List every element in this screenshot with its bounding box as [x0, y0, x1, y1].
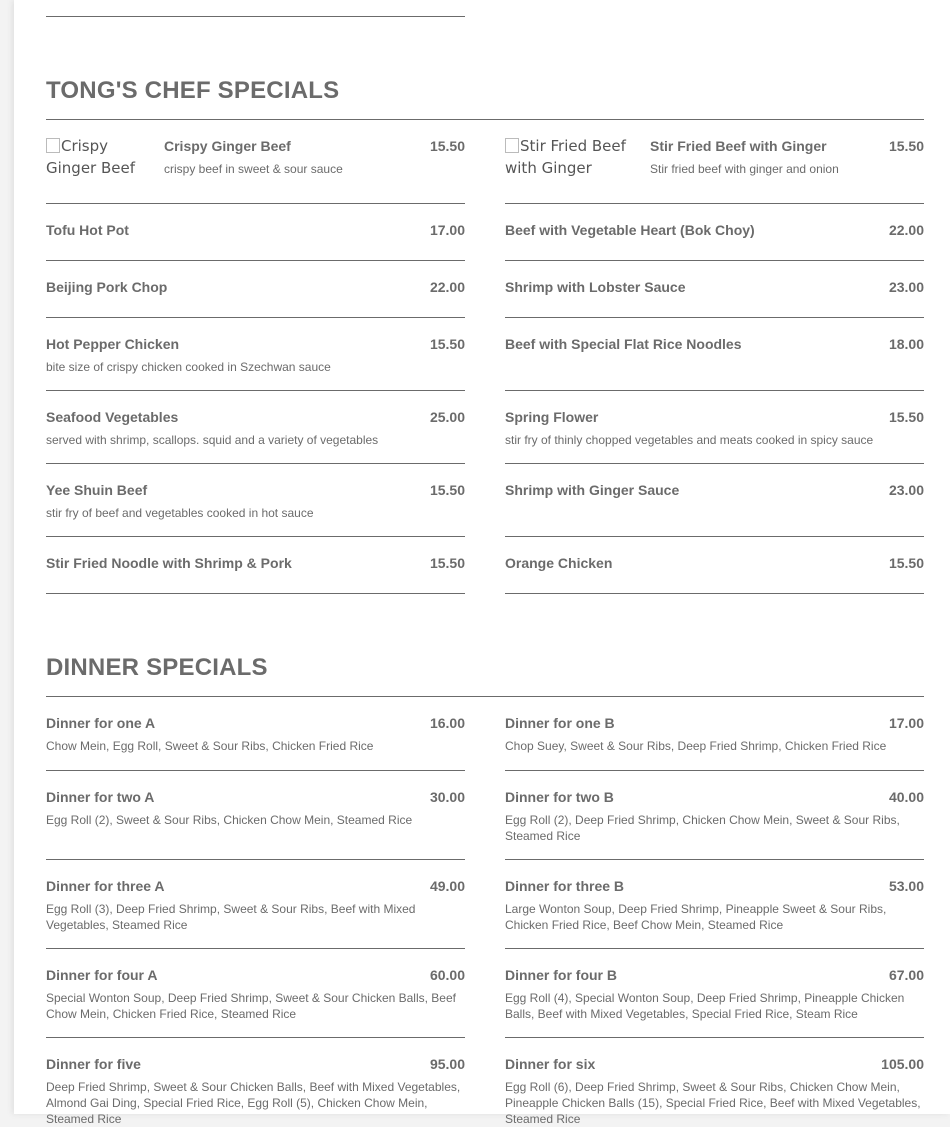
- item-name: Dinner for three A: [46, 878, 165, 894]
- item-price: 105.00: [881, 1056, 924, 1072]
- item-name: Dinner for four B: [505, 967, 617, 983]
- divider: [46, 16, 465, 17]
- item-name: Dinner for two B: [505, 789, 614, 805]
- item-description: crispy beef in sweet & sour sauce: [164, 162, 343, 176]
- item-name: Beef with Special Flat Rice Noodles: [505, 336, 742, 352]
- item-description: stir fry of thinly chopped vegetables and meats cooked in spicy sauce: [505, 433, 874, 447]
- item-description: Egg Roll (3), Deep Fried Shrimp, Sweet & Sour Ribs, Beef with Mixed Vegetables, Steamed Rice: [46, 902, 416, 932]
- item-price: 22.00: [888, 222, 924, 238]
- menu-item[interactable]: [46, 120, 465, 204]
- menu-item[interactable]: [46, 949, 465, 1038]
- menu-item[interactable]: [505, 949, 924, 1038]
- item-price: 30.00: [429, 789, 465, 805]
- item-price: 49.00: [429, 878, 465, 894]
- item-name: Tofu Hot Pot: [46, 222, 129, 238]
- menu-item[interactable]: [46, 697, 465, 771]
- item-name: Dinner for four A: [46, 967, 158, 983]
- item-description: bite size of crispy chicken cooked in Szechwan sauce: [46, 360, 331, 374]
- menu-item[interactable]: [505, 261, 924, 318]
- item-price: 17.00: [888, 715, 924, 731]
- item-price: 95.00: [429, 1056, 465, 1072]
- item-price: 15.50: [888, 138, 924, 154]
- item-name: Crispy Ginger Beef: [164, 138, 291, 154]
- menu-item[interactable]: [505, 391, 924, 464]
- item-price: 67.00: [888, 967, 924, 983]
- item-description: Stir fried beef with ginger and onion: [650, 162, 839, 176]
- item-price: 15.50: [429, 336, 465, 352]
- dish-image: Crispy Ginger Beef: [46, 135, 156, 179]
- menu-item[interactable]: [505, 204, 924, 261]
- menu-item[interactable]: [505, 464, 924, 537]
- item-description: served with shrimp, scallops. squid and a variety of vegetables: [46, 433, 379, 447]
- item-name: Dinner for six: [505, 1056, 596, 1072]
- item-name: Dinner for two A: [46, 789, 155, 805]
- menu-item[interactable]: [505, 318, 924, 391]
- menu-item[interactable]: [46, 537, 465, 594]
- item-description: Chop Suey, Sweet & Sour Ribs, Deep Fried Shrimp, Chicken Fried Rice: [505, 739, 887, 753]
- section-title-dinner-specials: DINNER SPECIALS: [46, 654, 268, 681]
- item-price: 17.00: [429, 222, 465, 238]
- item-description: Egg Roll (6), Deep Fried Shrimp, Sweet & Sour Ribs, Chicken Chow Mein, Pineapple Chicken Balls (15), Special Fried Rice, Beef with Mixed Vegetables, Steamed Rice: [505, 1080, 921, 1126]
- menu-item[interactable]: [505, 120, 924, 204]
- item-name: Dinner for one B: [505, 715, 615, 731]
- item-price: 25.00: [429, 409, 465, 425]
- menu-item[interactable]: [505, 537, 924, 594]
- dish-image: Stir Fried Beef with Ginger: [505, 135, 635, 179]
- menu-item[interactable]: [46, 318, 465, 391]
- item-name: Stir Fried Beef with Ginger: [650, 138, 827, 154]
- item-name: Spring Flower: [505, 409, 599, 425]
- item-price: 53.00: [888, 878, 924, 894]
- item-price: 15.50: [888, 555, 924, 571]
- menu-item[interactable]: [46, 860, 465, 949]
- menu-page: [14, 0, 950, 1126]
- menu-item[interactable]: [46, 1038, 465, 1126]
- item-name: Dinner for one A: [46, 715, 156, 731]
- item-description: Egg Roll (4), Special Wonton Soup, Deep Fried Shrimp, Pineapple Chicken Balls, Beef with Mixed Vegetables, Special Fried Rice, Steam Rice: [505, 991, 905, 1021]
- item-name: Beijing Pork Chop: [46, 279, 168, 295]
- item-price: 15.50: [429, 138, 465, 154]
- menu-item[interactable]: [46, 771, 465, 860]
- item-description: Deep Fried Shrimp, Sweet & Sour Chicken Balls, Beef with Mixed Vegetables, Almond Gai Ding, Special Fried Rice, Egg Roll (5), Chicken Chow Mein, Steamed Rice: [46, 1080, 461, 1126]
- item-price: 60.00: [429, 967, 465, 983]
- item-price: 18.00: [888, 336, 924, 352]
- menu-item[interactable]: [46, 261, 465, 318]
- menu-item[interactable]: [46, 391, 465, 464]
- item-description: stir fry of beef and vegetables cooked in hot sauce: [46, 506, 314, 520]
- item-price: 16.00: [429, 715, 465, 731]
- dinner-specials-right-column: [505, 697, 924, 1126]
- section-title-chef-specials: TONG'S CHEF SPECIALS: [46, 77, 340, 104]
- menu-item[interactable]: [505, 771, 924, 860]
- item-name: Dinner for five: [46, 1056, 141, 1072]
- item-name: Beef with Vegetable Heart (Bok Choy): [505, 222, 755, 238]
- item-price: 23.00: [888, 279, 924, 295]
- item-name: Yee Shuin Beef: [46, 482, 148, 498]
- item-description: Chow Mein, Egg Roll, Sweet & Sour Ribs, Chicken Fried Rice: [46, 739, 374, 753]
- item-name: Seafood Vegetables: [46, 409, 179, 425]
- menu-item[interactable]: [46, 464, 465, 537]
- item-price: 15.50: [429, 482, 465, 498]
- item-name: Orange Chicken: [505, 555, 613, 571]
- item-price: 22.00: [429, 279, 465, 295]
- menu-item[interactable]: [46, 204, 465, 261]
- dinner-specials-left-column: [46, 697, 465, 1126]
- item-description: Egg Roll (2), Sweet & Sour Ribs, Chicken Chow Mein, Steamed Rice: [46, 813, 413, 827]
- item-description: Large Wonton Soup, Deep Fried Shrimp, Pineapple Sweet & Sour Ribs, Chicken Fried Rice, Beef Chow Mein, Steamed Rice: [505, 902, 887, 932]
- item-name: Stir Fried Noodle with Shrimp & Pork: [46, 555, 292, 571]
- menu-item[interactable]: [505, 697, 924, 771]
- item-price: 15.50: [429, 555, 465, 571]
- item-price: 40.00: [888, 789, 924, 805]
- chef-specials-left-column: [46, 120, 465, 594]
- item-name: Shrimp with Ginger Sauce: [505, 482, 680, 498]
- chef-specials-right-column: [505, 120, 924, 594]
- item-name: Shrimp with Lobster Sauce: [505, 279, 686, 295]
- item-name: Hot Pepper Chicken: [46, 336, 180, 352]
- item-description: Special Wonton Soup, Deep Fried Shrimp, Sweet & Sour Chicken Balls, Beef Chow Mein, Chicken Fried Rice, Steamed Rice: [46, 991, 456, 1021]
- item-description: Egg Roll (2), Deep Fried Shrimp, Chicken Chow Mein, Sweet & Sour Ribs, Steamed Rice: [505, 813, 900, 843]
- item-price: 15.50: [888, 409, 924, 425]
- item-price: 23.00: [888, 482, 924, 498]
- item-name: Dinner for three B: [505, 878, 625, 894]
- menu-item[interactable]: [505, 1038, 924, 1126]
- menu-item[interactable]: [505, 860, 924, 949]
